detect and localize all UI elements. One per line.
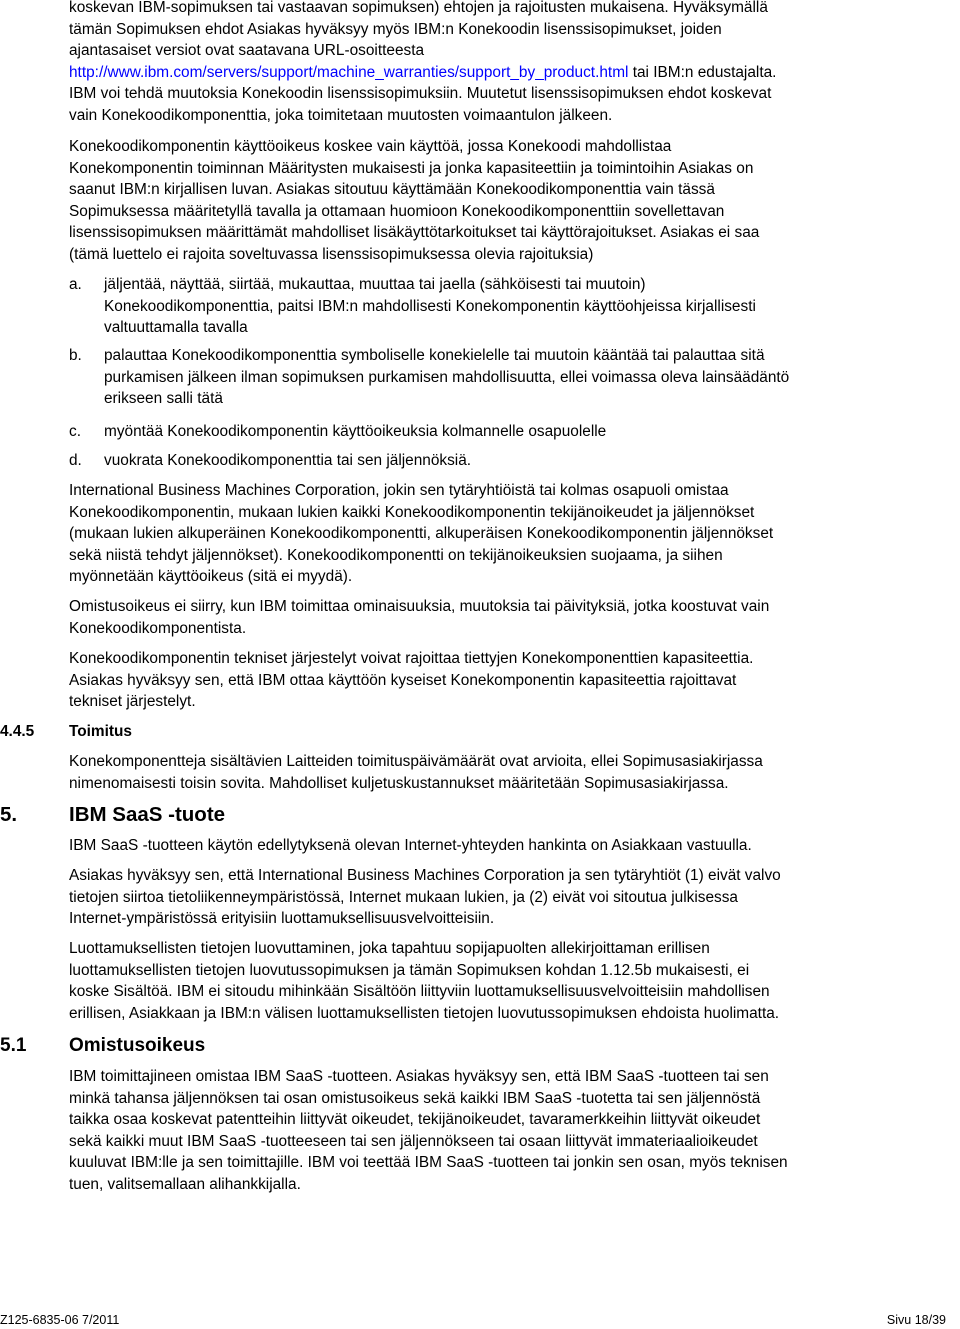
ownership-transfer-paragraph — [69, 596, 949, 639]
text-line: luottamuksellisten tietojen luovutussopimuksen ja tämän Sopimuksen kohdan 1.12.5b mukaisesti, ei — [69, 961, 750, 979]
text-line: minkä tahansa jäljennöksen tai osan omistusoikeus sekä kaikki IBM SaaS -tuotetta tai sen jäljennöstä — [69, 1089, 761, 1107]
list-item-a — [69, 274, 949, 340]
text-line: Konekoodikomponentin käyttöoikeus koskee vain käyttöä, jossa Konekoodi mahdollistaa — [69, 138, 672, 155]
section-heading-4-4-5 — [0, 721, 950, 743]
text-line: valtuuttamalla tavalla — [104, 319, 248, 337]
text-line: (tämä luettelo ei rajoita soveltuvassa lisenssisopimuksessa olevia rajoituksia) — [69, 245, 594, 263]
text-line: Konekoodikomponentin tekniset järjestelyt voivat rajoittaa tiettyjen Konekomponenttien kapasiteettia. — [69, 650, 754, 667]
footer-document-id: Z125-6835-06 7/2011 — [0, 1313, 120, 1327]
text-line: IBM SaaS -tuotteen käytön edellytyksenä olevan Internet-yhteyden hankinta on Asiakkaan vastuulla. — [69, 837, 752, 854]
saas-confidentiality-paragraph — [69, 938, 949, 1024]
text-line: Sopimuksessa määritetyllä tavalla ja ottamaan huomioon Konekoodikomponenttiin sovellettavan — [69, 202, 725, 220]
text-line: koskevan IBM-sopimuksen tai vastaavan sopimuksen) ehtojen ja rajoitusten mukaisena. Hyväksymällä — [69, 0, 768, 16]
list-marker: d. — [69, 452, 82, 469]
section-number: 5.1 — [0, 1035, 27, 1056]
text-line: Konekomponentin toiminnan Määritysten mukaisesti ja jonka kapasiteettiin ja toimintoihin Asiakas on — [69, 159, 754, 177]
text-line: vuokrata Konekoodikomponenttia tai sen jäljennöksiä. — [104, 452, 472, 469]
text-line: purkamisen jälkeen ilman sopimuksen purkamisen mahdollisuutta, ellei voimassa oleva lainsäädäntö — [104, 368, 790, 386]
text-line: tämän Sopimuksen ehdot Asiakas hyväksyy myös IBM:n Konekoodin lisenssisopimukset, joiden — [69, 20, 722, 38]
saas-transfer-paragraph — [69, 865, 949, 930]
section-number: 5. — [0, 803, 18, 826]
text-line: Luottamuksellisten tietojen luovuttaminen, joka tapahtuu sopijapuolten allekirjoittaman erillisen — [69, 940, 710, 957]
text-span: tai IBM:n edustajalta. — [628, 63, 777, 81]
section-title: Toimitus — [69, 723, 132, 740]
text-line: tietojen siirtoa tietoliikenneympäristössä, Internet mukaan lukien, ja (2) eivät voi sitoutua julkisessa — [69, 888, 738, 906]
text-line: Konekoodikomponenttia, paitsi IBM:n mahdollisesti Konekomponentin käyttöohjeissa kirjallisesti — [104, 297, 756, 315]
text-line: (mukaan lukien alkuperäinen Konekoodikomponentti, alkuperäisen Konekoodikomponentin jäljennökset — [69, 525, 774, 543]
text-line: myöntää Konekoodikomponentin käyttöoikeuksia kolmannelle osapuolelle — [104, 423, 607, 440]
text-line: Konekoodikomponentista. — [69, 619, 247, 637]
text-line: tuen, valitsemallaan alihankkijalla. — [69, 1175, 301, 1193]
text-line: jäljentää, näyttää, siirtää, mukauttaa, muuttaa tai jaella (sähköisesti tai muutoin) — [104, 276, 646, 293]
footer-page-number: Sivu 18/39 — [886, 1313, 946, 1327]
text-line: ajantasaiset versiot ovat saatavana URL-osoitteesta — [69, 42, 425, 60]
ownership-machine-code-paragraph — [69, 480, 949, 588]
text-line: Konekomponentteja sisältävien Laitteiden toimituspäivämäärät ovat arvioita, ellei Sopimusasiakirjassa — [69, 753, 763, 770]
text-line: taikka osaa koskevat patentteihin liittyvät oikeudet, tekijänoikeudet, tavaramerkkeihin liittyvät oikeudet — [69, 1111, 761, 1129]
text-line: Asiakas hyväksyy sen, että International Business Machines Corporation ja sen tytäryhtiöt (1) eivät valvo — [69, 867, 781, 884]
technical-arrangements-paragraph — [69, 648, 949, 713]
usage-paragraph — [69, 136, 949, 266]
section-heading-5-1 — [0, 1035, 950, 1057]
text-line: sekä niistä tehdyt jäljennökset). Konekoodikomponentti on tekijänoikeuksien suojaama, ja siihen — [69, 546, 723, 564]
list-marker: a. — [69, 276, 82, 293]
text-line: Omistusoikeus ei siirry, kun IBM toimittaa ominaisuuksia, muutoksia tai päivityksiä, jotka koostuvat vain — [69, 598, 770, 615]
text-line — [69, 62, 949, 84]
text-line: nimenomaisesti toisin sovita. Mahdolliset kuljetuskustannukset määritetään Sopimusasiakirjassa. — [69, 774, 729, 792]
text-line: lisenssisopimuksen määrittämät mahdolliset lisäkäyttötarkoitukset tai käyttörajoitukset. Asiakas ei saa — [69, 224, 760, 242]
text-line: IBM toimittajineen omistaa IBM SaaS -tuotteen. Asiakas hyväksyy sen, että IBM SaaS -tuotteen tai sen — [69, 1068, 769, 1085]
text-line: erikseen salli tätä — [104, 390, 223, 408]
text-line: sekä kaikki muut IBM SaaS -tuotteeseen tai sen jäljennökseen tai osaan liittyvät immateriaalioikeudet — [69, 1132, 758, 1150]
list-marker: c. — [69, 423, 81, 440]
list-item-b — [69, 345, 949, 411]
text-line: palauttaa Konekoodikomponenttia symboliselle konekielelle tai muutoin kääntää tai palauttaa sitä — [104, 347, 765, 364]
section-title: IBM SaaS -tuote — [69, 803, 226, 826]
text-line: vain Konekoodikomponenttia, joka toimitetaan muutosten voimaantulon jälkeen. — [69, 106, 613, 124]
text-line: IBM voi tehdä muutoksia Konekoodin lisenssisopimuksiin. Muutetut lisenssisopimuksen ehdot koskevat — [69, 85, 772, 103]
text-line: Konekoodikomponentin, mukaan lukien kaikki Konekoodikomponentin tekijänoikeudet ja jäljennökset — [69, 503, 755, 521]
list-item-d — [69, 450, 949, 472]
text-line: kuuluvat IBM:lle ja sen toimittajille. IBM voi teettää IBM SaaS -tuotteen tai jonkin sen osan, myös teknisen — [69, 1154, 788, 1172]
text-line: saanut IBM:n kirjallisen luvan. Asiakas sitoutuu käyttämään Konekoodikomponenttia vain tässä — [69, 181, 715, 199]
text-line: myönnetään käyttöoikeus (sitä ei myydä). — [69, 568, 353, 586]
section-number: 4.4.5 — [0, 723, 35, 740]
list-marker: b. — [69, 347, 82, 364]
delivery-paragraph — [69, 751, 949, 794]
text-line: koske Sisältöä. IBM ei sitoudu mihinkään Sisältöön liittyviin luottamuksellisuusvelvoitteisiin mahdollisen — [69, 983, 770, 1001]
saas-ownership-paragraph — [69, 1066, 949, 1196]
section-heading-5 — [0, 803, 950, 827]
section-title: Omistusoikeus — [69, 1035, 206, 1056]
text-line: Asiakas hyväksyy sen, että IBM ottaa käyttöön kyseiset Konekomponentin kapasiteettia rajoittavat — [69, 671, 737, 689]
text-line: International Business Machines Corporation, jokin sen tytäryhtiöistä tai kolmas osapuoli omistaa — [69, 482, 729, 499]
intro-paragraph — [69, 0, 949, 127]
list-item-c — [69, 421, 949, 443]
text-line: Internet-ympäristössä erityisiin luottamuksellisuusvelvoitteisiin. — [69, 910, 495, 928]
text-line: erillisen, Asiakkaan ja IBM:n välisen luottamuksellisten tietojen luovutussopimuksen ehdoista huolimatta. — [69, 1004, 780, 1022]
text-line: tekniset järjestelyt. — [69, 693, 196, 711]
machine-code-license-link[interactable]: http://www.ibm.com/servers/support/machine_warranties/support_by_product.html — [69, 63, 629, 81]
saas-internet-paragraph — [69, 835, 949, 857]
